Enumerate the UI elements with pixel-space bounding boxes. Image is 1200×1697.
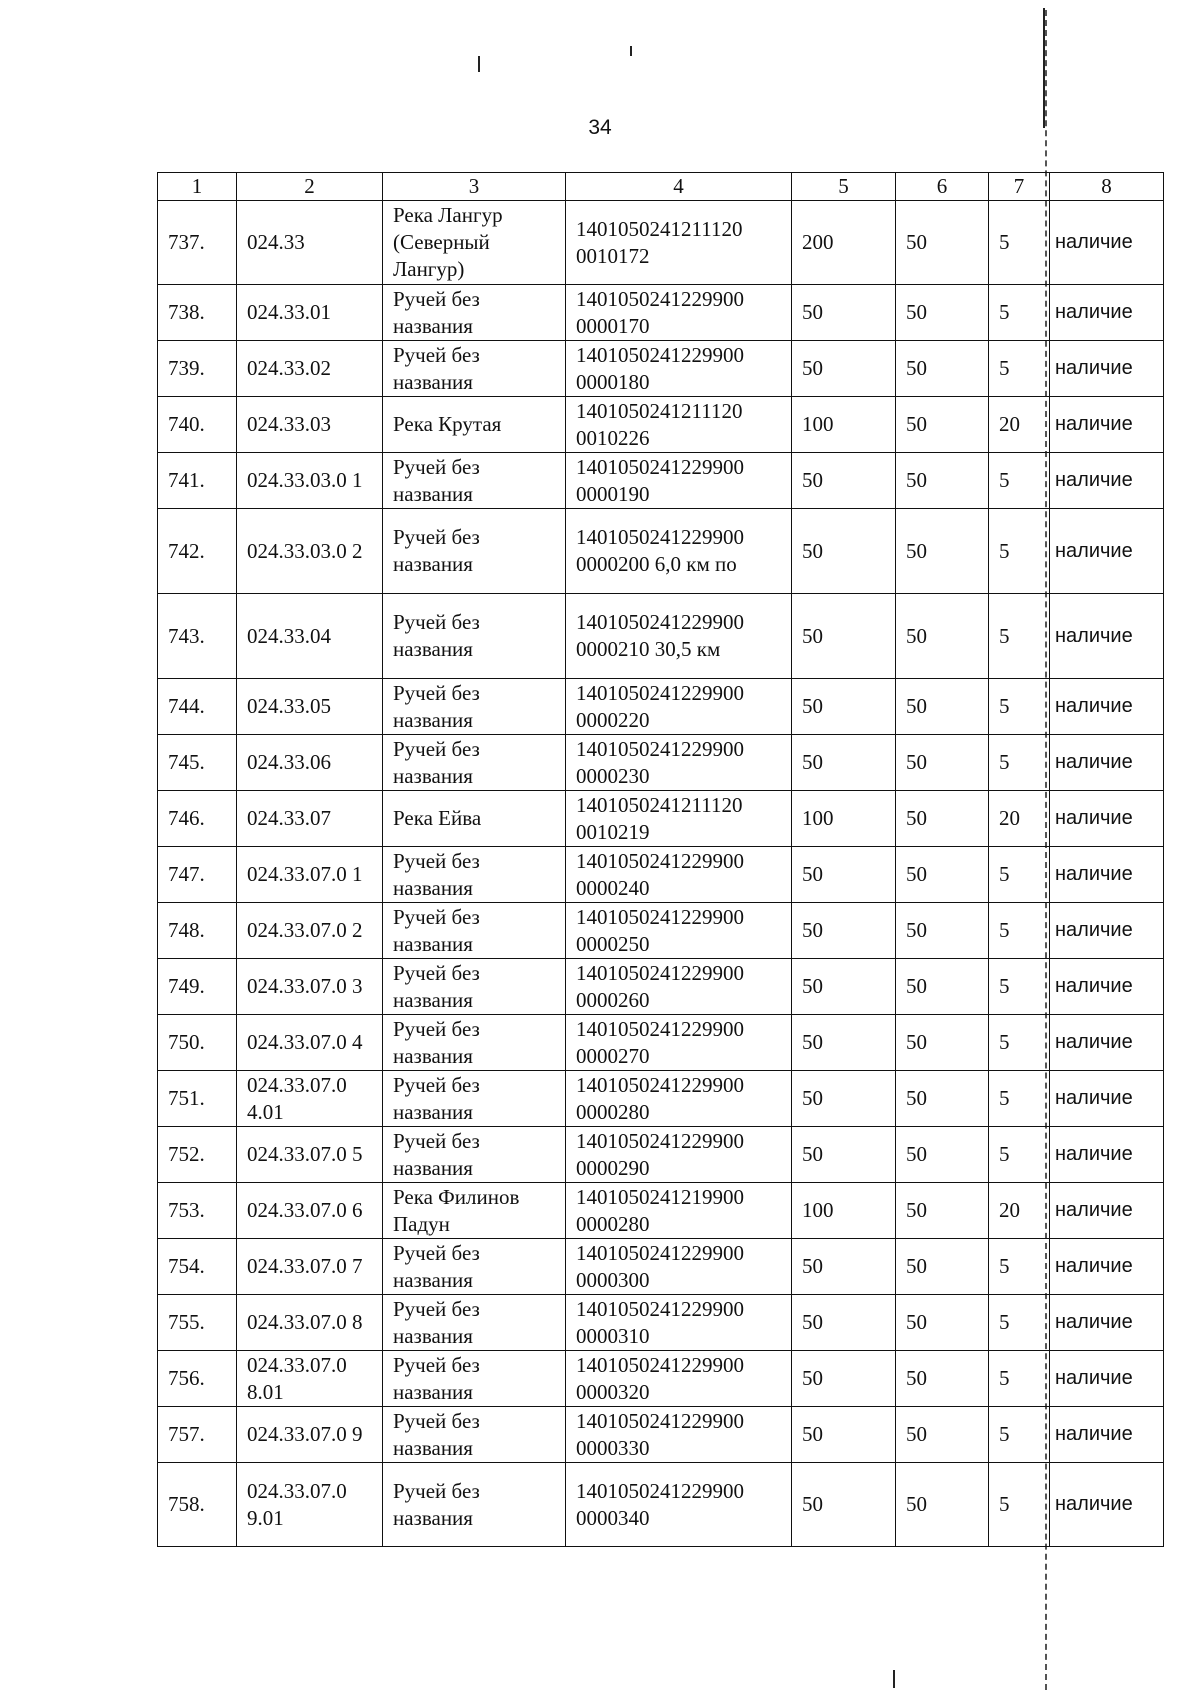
water-body-name: Ручей без названия	[383, 341, 566, 397]
water-body-code: 024.33.07.0 3	[237, 959, 383, 1015]
col6-value: 50	[896, 903, 989, 959]
water-body-code: 024.33.07	[237, 791, 383, 847]
col6-value: 50	[896, 1407, 989, 1463]
row-number: 757.	[158, 1407, 237, 1463]
registry-code: 1401050241229900 0000330	[566, 1407, 792, 1463]
registry-code: 1401050241229900 0000180	[566, 341, 792, 397]
col7-value: 5	[989, 679, 1050, 735]
header-cell: 1	[158, 173, 237, 201]
col5-value: 50	[792, 453, 896, 509]
water-body-name: Ручей без названия	[383, 1015, 566, 1071]
water-body-code: 024.33.07.0 2	[237, 903, 383, 959]
water-body-name: Ручей без названия	[383, 1463, 566, 1547]
col5-value: 50	[792, 509, 896, 594]
status-value: наличие	[1050, 201, 1164, 285]
water-body-code: 024.33.07.0 9.01	[237, 1463, 383, 1547]
table-row	[158, 509, 1164, 594]
row-number: 743.	[158, 594, 237, 679]
col6-value: 50	[896, 1463, 989, 1547]
status-value: наличие	[1050, 1239, 1164, 1295]
water-body-name: Ручей без названия	[383, 1127, 566, 1183]
col6-value: 50	[896, 1295, 989, 1351]
water-body-name: Ручей без названия	[383, 1351, 566, 1407]
row-number: 755.	[158, 1295, 237, 1351]
table-row	[158, 1071, 1164, 1127]
col7-value: 5	[989, 594, 1050, 679]
status-value: наличие	[1050, 791, 1164, 847]
col7-value: 5	[989, 1239, 1050, 1295]
col5-value: 50	[792, 285, 896, 341]
table-row	[158, 594, 1164, 679]
registry-code: 1401050241229900 0000310	[566, 1295, 792, 1351]
water-body-code: 024.33.06	[237, 735, 383, 791]
row-number: 754.	[158, 1239, 237, 1295]
water-body-name: Река Филинов Падун	[383, 1183, 566, 1239]
col5-value: 50	[792, 1127, 896, 1183]
status-value: наличие	[1050, 1407, 1164, 1463]
water-body-name: Ручей без названия	[383, 285, 566, 341]
table-row	[158, 1015, 1164, 1071]
row-number: 747.	[158, 847, 237, 903]
status-value: наличие	[1050, 453, 1164, 509]
row-number: 748.	[158, 903, 237, 959]
registry-code: 1401050241211120 0010172	[566, 201, 792, 285]
registry-code: 1401050241219900 0000280	[566, 1183, 792, 1239]
col7-value: 5	[989, 509, 1050, 594]
header-row	[158, 173, 1164, 201]
row-number: 751.	[158, 1071, 237, 1127]
registry-code: 1401050241211120 0010226	[566, 397, 792, 453]
col7-value: 5	[989, 1071, 1050, 1127]
col7-value: 5	[989, 847, 1050, 903]
col7-value: 5	[989, 1295, 1050, 1351]
col7-value: 5	[989, 735, 1050, 791]
water-body-code: 024.33.05	[237, 679, 383, 735]
registry-code: 1401050241229900 0000230	[566, 735, 792, 791]
col6-value: 50	[896, 679, 989, 735]
registry-code: 1401050241229900 0000170	[566, 285, 792, 341]
status-value: наличие	[1050, 509, 1164, 594]
row-number: 749.	[158, 959, 237, 1015]
table-row	[158, 453, 1164, 509]
row-number: 753.	[158, 1183, 237, 1239]
status-value: наличие	[1050, 1463, 1164, 1547]
col6-value: 50	[896, 959, 989, 1015]
header-cell: 6	[896, 173, 989, 201]
status-value: наличие	[1050, 679, 1164, 735]
col6-value: 50	[896, 1127, 989, 1183]
col7-value: 5	[989, 903, 1050, 959]
water-body-name: Ручей без названия	[383, 453, 566, 509]
col7-value: 5	[989, 1407, 1050, 1463]
registry-code: 1401050241229900 0000250	[566, 903, 792, 959]
col7-value: 5	[989, 1127, 1050, 1183]
water-body-name: Ручей без названия	[383, 594, 566, 679]
col5-value: 50	[792, 594, 896, 679]
col5-value: 50	[792, 1463, 896, 1547]
registry-code: 1401050241229900 0000240	[566, 847, 792, 903]
row-number: 738.	[158, 285, 237, 341]
col6-value: 50	[896, 1071, 989, 1127]
col6-value: 50	[896, 1015, 989, 1071]
registry-code: 1401050241229900 0000260	[566, 959, 792, 1015]
col5-value: 100	[792, 791, 896, 847]
table-row	[158, 285, 1164, 341]
water-body-code: 024.33.03.0 2	[237, 509, 383, 594]
status-value: наличие	[1050, 1295, 1164, 1351]
registry-code: 1401050241229900 0000210 30,5 км	[566, 594, 792, 679]
water-body-code: 024.33.07.0 6	[237, 1183, 383, 1239]
col6-value: 50	[896, 201, 989, 285]
row-number: 746.	[158, 791, 237, 847]
col5-value: 50	[792, 847, 896, 903]
col7-value: 5	[989, 1015, 1050, 1071]
scan-mark	[893, 1670, 895, 1688]
water-body-code: 024.33.07.0 1	[237, 847, 383, 903]
col6-value: 50	[896, 509, 989, 594]
registry-code: 1401050241229900 0000220	[566, 679, 792, 735]
water-body-code: 024.33.07.0 9	[237, 1407, 383, 1463]
water-body-name: Ручей без названия	[383, 1295, 566, 1351]
header-cell: 8	[1050, 173, 1164, 201]
table-row	[158, 903, 1164, 959]
table-row	[158, 1407, 1164, 1463]
water-body-name: Ручей без названия	[383, 735, 566, 791]
water-body-code: 024.33.02	[237, 341, 383, 397]
col7-value: 20	[989, 791, 1050, 847]
col5-value: 50	[792, 341, 896, 397]
table-row	[158, 847, 1164, 903]
col7-value: 5	[989, 1463, 1050, 1547]
water-body-name: Ручей без названия	[383, 1239, 566, 1295]
status-value: наличие	[1050, 1183, 1164, 1239]
col6-value: 50	[896, 1183, 989, 1239]
col7-value: 5	[989, 201, 1050, 285]
water-bodies-table	[157, 172, 1164, 1547]
water-body-code: 024.33.07.0 8	[237, 1295, 383, 1351]
table-row	[158, 341, 1164, 397]
status-value: наличие	[1050, 1015, 1164, 1071]
water-body-name: Ручей без названия	[383, 847, 566, 903]
col5-value: 50	[792, 1015, 896, 1071]
col7-value: 20	[989, 397, 1050, 453]
col6-value: 50	[896, 847, 989, 903]
col6-value: 50	[896, 735, 989, 791]
registry-code: 1401050241229900 0000340	[566, 1463, 792, 1547]
col6-value: 50	[896, 397, 989, 453]
status-value: наличие	[1050, 735, 1164, 791]
col7-value: 20	[989, 1183, 1050, 1239]
water-body-name: Река Лангур (Северный Лангур)	[383, 201, 566, 285]
col6-value: 50	[896, 791, 989, 847]
status-value: наличие	[1050, 397, 1164, 453]
status-value: наличие	[1050, 903, 1164, 959]
row-number: 758.	[158, 1463, 237, 1547]
table-row	[158, 679, 1164, 735]
col6-value: 50	[896, 1351, 989, 1407]
row-number: 737.	[158, 201, 237, 285]
col6-value: 50	[896, 453, 989, 509]
registry-code: 1401050241211120 0010219	[566, 791, 792, 847]
col6-value: 50	[896, 1239, 989, 1295]
table-row	[158, 1463, 1164, 1547]
col5-value: 50	[792, 679, 896, 735]
col5-value: 50	[792, 903, 896, 959]
header-cell: 5	[792, 173, 896, 201]
col5-value: 50	[792, 735, 896, 791]
col5-value: 50	[792, 1071, 896, 1127]
water-body-name: Ручей без названия	[383, 959, 566, 1015]
header-cell: 4	[566, 173, 792, 201]
registry-code: 1401050241229900 0000270	[566, 1015, 792, 1071]
scan-mark	[630, 46, 632, 56]
row-number: 750.	[158, 1015, 237, 1071]
col5-value: 50	[792, 1295, 896, 1351]
water-body-code: 024.33.04	[237, 594, 383, 679]
registry-code: 1401050241229900 0000200 6,0 км по	[566, 509, 792, 594]
col7-value: 5	[989, 341, 1050, 397]
water-body-code: 024.33.07.0 4	[237, 1015, 383, 1071]
water-body-name: Река Ейва	[383, 791, 566, 847]
header-cell: 3	[383, 173, 566, 201]
row-number: 741.	[158, 453, 237, 509]
col7-value: 5	[989, 285, 1050, 341]
water-body-name: Ручей без названия	[383, 1071, 566, 1127]
status-value: наличие	[1050, 1351, 1164, 1407]
water-body-code: 024.33.07.0 4.01	[237, 1071, 383, 1127]
col6-value: 50	[896, 341, 989, 397]
table-row	[158, 201, 1164, 285]
registry-code: 1401050241229900 0000300	[566, 1239, 792, 1295]
col7-value: 5	[989, 1351, 1050, 1407]
table-row	[158, 1239, 1164, 1295]
status-value: наличие	[1050, 341, 1164, 397]
col5-value: 100	[792, 1183, 896, 1239]
col6-value: 50	[896, 285, 989, 341]
water-body-name: Ручей без названия	[383, 1407, 566, 1463]
water-body-code: 024.33.07.0 5	[237, 1127, 383, 1183]
table-row	[158, 1127, 1164, 1183]
col5-value: 50	[792, 1407, 896, 1463]
status-value: наличие	[1050, 847, 1164, 903]
col5-value: 50	[792, 1239, 896, 1295]
header-cell: 7	[989, 173, 1050, 201]
row-number: 752.	[158, 1127, 237, 1183]
water-body-name: Ручей без названия	[383, 509, 566, 594]
row-number: 756.	[158, 1351, 237, 1407]
status-value: наличие	[1050, 594, 1164, 679]
water-body-code: 024.33.07.0 7	[237, 1239, 383, 1295]
header-cell: 2	[237, 173, 383, 201]
status-value: наличие	[1050, 285, 1164, 341]
status-value: наличие	[1050, 1127, 1164, 1183]
water-body-code: 024.33.03	[237, 397, 383, 453]
row-number: 739.	[158, 341, 237, 397]
col7-value: 5	[989, 453, 1050, 509]
page-number: 34	[588, 116, 612, 139]
table-row	[158, 1183, 1164, 1239]
row-number: 742.	[158, 509, 237, 594]
scan-mark	[478, 56, 480, 72]
table-row	[158, 735, 1164, 791]
registry-code: 1401050241229900 0000190	[566, 453, 792, 509]
water-body-name: Река Крутая	[383, 397, 566, 453]
status-value: наличие	[1050, 1071, 1164, 1127]
registry-code: 1401050241229900 0000290	[566, 1127, 792, 1183]
water-body-code: 024.33.07.0 8.01	[237, 1351, 383, 1407]
col5-value: 100	[792, 397, 896, 453]
water-body-name: Ручей без названия	[383, 679, 566, 735]
row-number: 740.	[158, 397, 237, 453]
status-value: наличие	[1050, 959, 1164, 1015]
water-body-code: 024.33	[237, 201, 383, 285]
table-row	[158, 1295, 1164, 1351]
water-body-code: 024.33.03.0 1	[237, 453, 383, 509]
row-number: 744.	[158, 679, 237, 735]
water-body-name: Ручей без названия	[383, 903, 566, 959]
col6-value: 50	[896, 594, 989, 679]
water-body-code: 024.33.01	[237, 285, 383, 341]
table-row	[158, 791, 1164, 847]
registry-code: 1401050241229900 0000280	[566, 1071, 792, 1127]
table-row	[158, 397, 1164, 453]
row-number: 745.	[158, 735, 237, 791]
col5-value: 50	[792, 959, 896, 1015]
col7-value: 5	[989, 959, 1050, 1015]
registry-code: 1401050241229900 0000320	[566, 1351, 792, 1407]
table-row	[158, 959, 1164, 1015]
col5-value: 200	[792, 201, 896, 285]
table-row	[158, 1351, 1164, 1407]
col5-value: 50	[792, 1351, 896, 1407]
